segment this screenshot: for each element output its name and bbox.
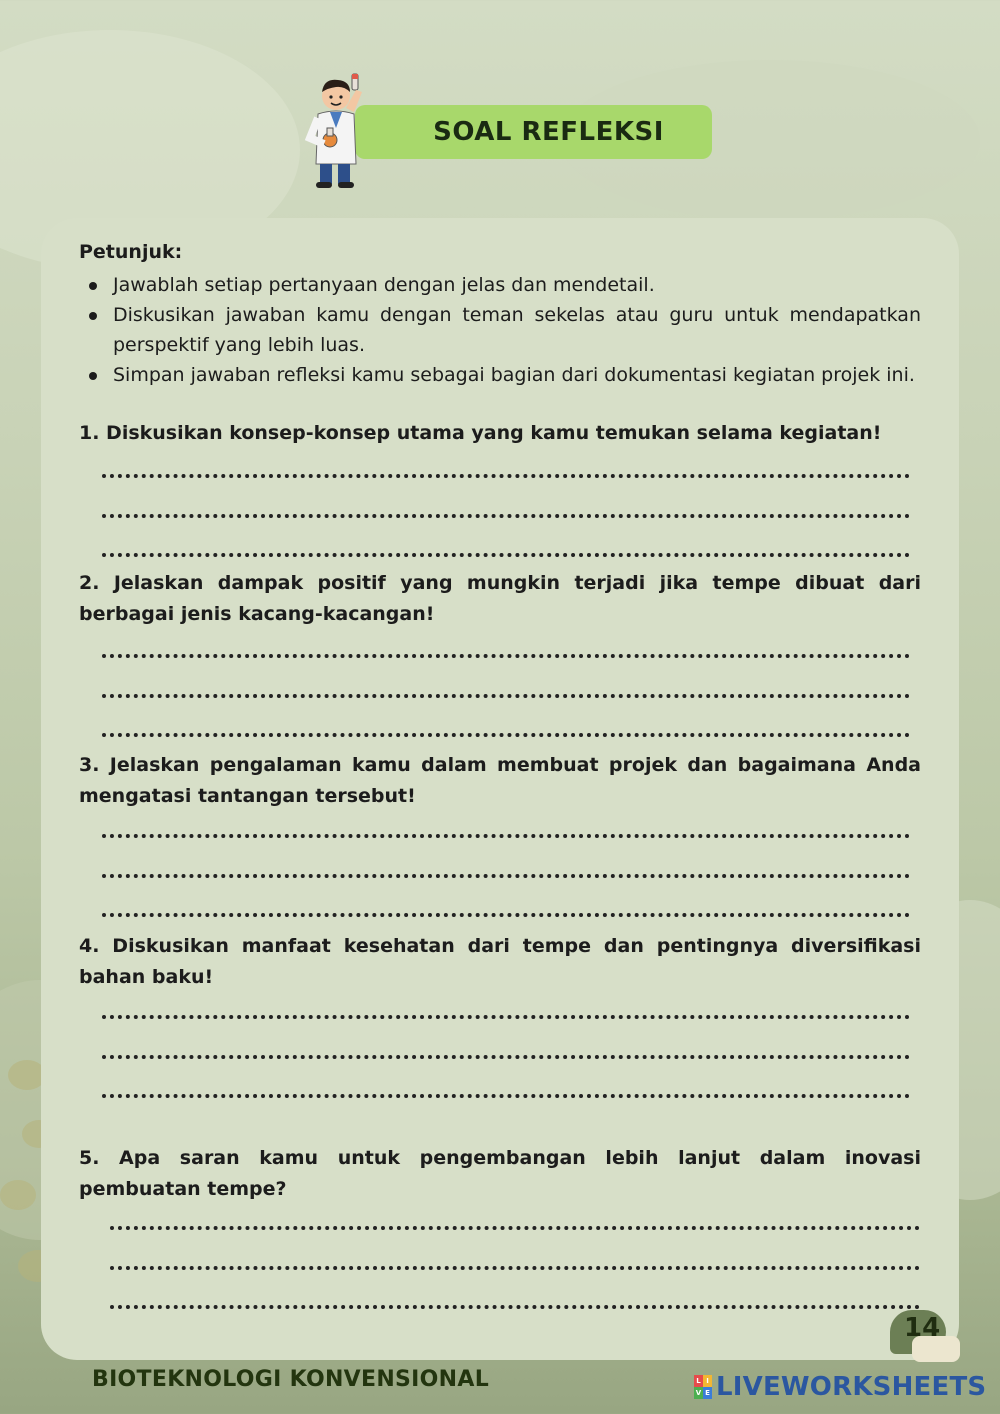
answer-line[interactable] bbox=[102, 1086, 910, 1098]
soybean-decoration bbox=[0, 1180, 36, 1210]
liveworksheets-icon: L I V E bbox=[694, 1375, 712, 1399]
scientist-illustration bbox=[300, 68, 378, 192]
answer-line[interactable] bbox=[102, 646, 910, 658]
answer-line[interactable] bbox=[102, 725, 910, 737]
instruction-item: Jawablah setiap pertanyaan dengan jelas dan mendetail. bbox=[113, 270, 921, 300]
instruction-item: Simpan jawaban refleksi kamu sebagai bagian dari dokumentasi kegiatan projek ini. bbox=[113, 360, 921, 390]
subject-title: BIOTEKNOLOGI KONVENSIONAL bbox=[92, 1367, 490, 1392]
question-5: 5. Apa saran kamu untuk pengembangan lebih lanjut dalam inovasi pembuatan tempe? bbox=[79, 1147, 921, 1200]
worksheet-content bbox=[79, 238, 921, 1200]
answer-line[interactable] bbox=[110, 1297, 920, 1309]
brand-name: LIVEWORKSHEETS bbox=[716, 1372, 987, 1402]
answer-line[interactable] bbox=[102, 686, 910, 698]
answer-line[interactable] bbox=[102, 1047, 910, 1059]
page-title: SOAL REFLEKSI bbox=[433, 117, 664, 147]
instructions-list bbox=[79, 270, 921, 390]
instructions-title: Petunjuk: bbox=[79, 241, 183, 263]
answer-line[interactable] bbox=[110, 1258, 920, 1270]
instruction-item: Diskusikan jawaban kamu dengan teman sekelas atau guru untuk mendapatkan perspektif yang lebih luas. bbox=[113, 300, 921, 360]
answer-line[interactable] bbox=[102, 826, 910, 838]
section-header bbox=[355, 105, 712, 159]
page-number: 14 bbox=[904, 1313, 941, 1343]
answer-line[interactable] bbox=[102, 1007, 910, 1019]
question-1: 1. Diskusikan konsep-konsep utama yang kamu temukan selama kegiatan! bbox=[79, 422, 882, 444]
question-4: 4. Diskusikan manfaat kesehatan dari tempe dan pentingnya diversifikasi bahan baku! bbox=[79, 935, 921, 988]
answer-line[interactable] bbox=[102, 905, 910, 917]
answer-line[interactable] bbox=[102, 545, 910, 557]
answer-line[interactable] bbox=[102, 866, 910, 878]
question-3: 3. Jelaskan pengalaman kamu dalam membuat projek dan bagaimana Anda mengatasi tantangan tersebut! bbox=[79, 754, 921, 807]
answer-line[interactable] bbox=[102, 506, 910, 518]
answer-line[interactable] bbox=[110, 1218, 920, 1230]
liveworksheets-logo[interactable] bbox=[694, 1372, 986, 1402]
answer-line[interactable] bbox=[102, 466, 910, 478]
question-2: 2. Jelaskan dampak positif yang mungkin terjadi jika tempe dibuat dari berbagai jenis kacang-kacangan! bbox=[79, 572, 921, 625]
